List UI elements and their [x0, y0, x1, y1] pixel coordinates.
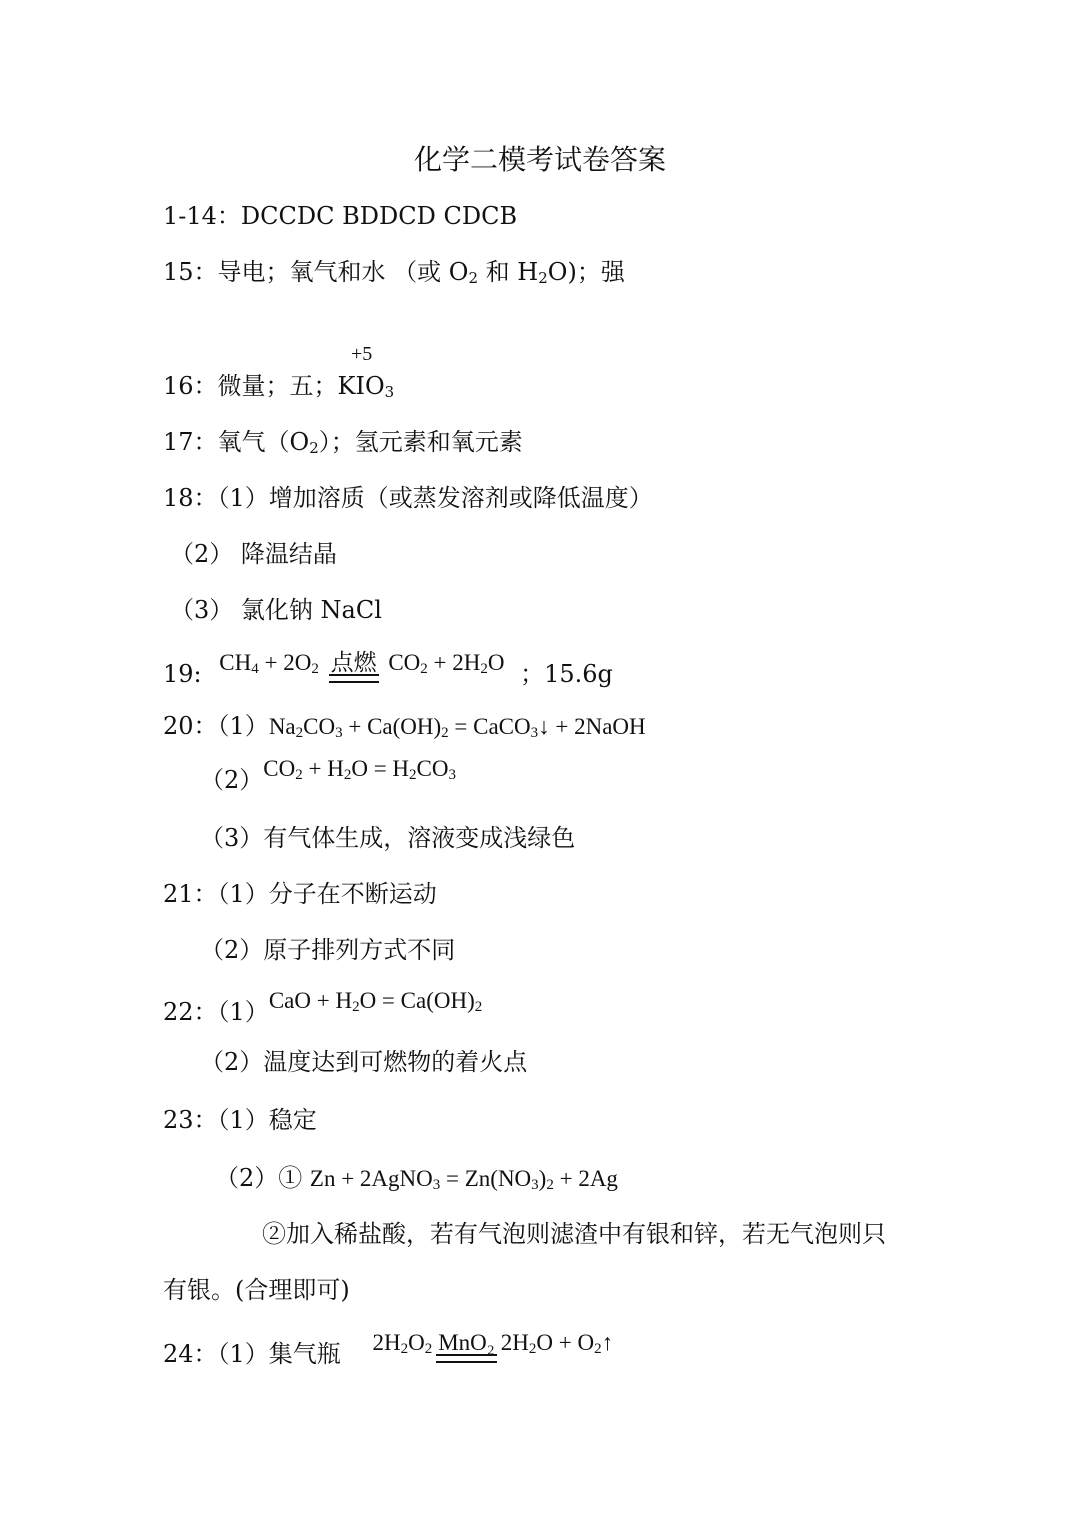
answer-21-2: （2）原子排列方式不同: [200, 936, 456, 964]
valence-mark: +5: [351, 343, 373, 365]
answer-20-1: 20：$(1)Na_2CO_3 + Ca(OH)_2$ = CaCO$_3$↓ + 2NaOH: [163, 712, 646, 741]
answer-21-1: 21：（1）分子在不断运动: [163, 880, 437, 908]
answer-17: 17：氧气$(O_2)$；氢元素和氧元素: [163, 428, 523, 457]
answer-1-14: 1-14：DCCDC BDDCD CDCB: [163, 202, 518, 230]
answer-16: 16：微量；五；$KIO_3$: [163, 372, 395, 401]
answer-23-2: （2）① Zn + 2AgNO$_3$ = $Zn(NO_3)_2 + 2Ag$: [215, 1164, 618, 1193]
answer-18-1: 18：（1）增加溶质（或蒸发溶剂或降低温度）: [163, 484, 653, 512]
answer-23-3: ②加入稀盐酸，若有气泡则滤渣中有银和锌，若无气泡则只: [262, 1220, 886, 1248]
answer-18-3: （3） 氯化钠 NaCl: [170, 596, 382, 624]
answer-22-1: 22：$(1)CaO + H_2O = Ca(OH)_2$: [163, 988, 483, 1026]
answer-20-2: $(2)CO_2 + H_2O = H_2CO_3$: [200, 756, 456, 794]
answer-23-1: 23：（1）稳定: [163, 1106, 317, 1134]
answer-22-2: （2）温度达到可燃物的着火点: [200, 1048, 528, 1076]
answer-24: 24：（1）集气瓶 $2H_2O_2$ MnO₂ $2H_2O$ + $O_2↑$: [163, 1338, 613, 1371]
answer-19: 19: $CH_4 + 2O_2$ 点燃 $CO_2 + 2H_2O$ ；15.6g: [163, 658, 613, 691]
answer-20-3: （3）有气体生成，溶液变成浅绿色: [200, 824, 576, 852]
answer-23-4: 有银。(合理即可): [163, 1276, 350, 1304]
answer-15: 15：导电；氧气和水 （或 $O_2$ 和 $H_2O$)；强: [163, 258, 625, 287]
answer-18-2: （2） 降温结晶: [170, 540, 337, 568]
page-title: 化学二模考试卷答案: [413, 143, 666, 176]
